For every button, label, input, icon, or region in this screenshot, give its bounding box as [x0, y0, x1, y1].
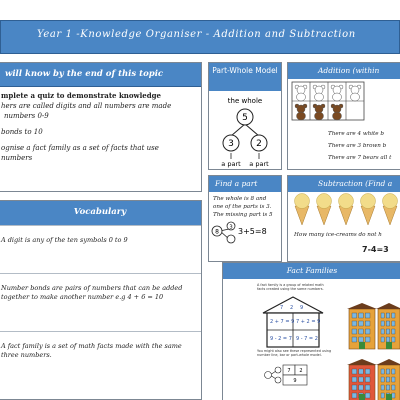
ice-cream-icon: [339, 194, 354, 226]
addition-heading: Addition (within: [288, 63, 400, 79]
subtraction-question: How many ice-creams do not h: [294, 232, 382, 238]
part-value: 2: [256, 139, 262, 149]
fact: 2 + 7 = 9: [270, 319, 295, 325]
knowledge-line: bonds to 10: [1, 127, 43, 136]
knowledge-panel: [0, 62, 202, 192]
addition-line: There are 3 brown b: [328, 143, 387, 149]
ice-cream-icon: [317, 194, 332, 226]
fact-families-heading: Fact Families: [223, 263, 400, 279]
mini-part-whole: [265, 367, 282, 383]
fact: 9 - 7 = 2: [296, 336, 318, 342]
knowledge-line: numbers 0-9: [4, 111, 49, 120]
building-icon: [347, 303, 377, 349]
knowledge-list: [0, 87, 201, 168]
fact-family-note: A fact family is a group of related math facts created using the same numbers.: [257, 283, 324, 292]
vocabulary-item: A digit is any of the ten symbols 0 to 9: [0, 225, 201, 273]
vocabulary-panel: [0, 200, 202, 400]
knowledge-line: numbers: [1, 153, 33, 162]
svg-text:7: 7: [287, 368, 291, 374]
fact-families-illustration: [223, 279, 400, 400]
part-whole-panel: [208, 62, 282, 170]
svg-text:9: 9: [293, 378, 297, 384]
fact-family-note: You might also see these represented using number line, bar or part-whole model.: [257, 349, 332, 358]
svg-text:7: 7: [280, 305, 284, 311]
building-icon: [347, 359, 377, 400]
vocabulary-heading: Vocabulary: [0, 201, 201, 225]
find-part-diagram: [209, 219, 281, 253]
knowledge-heading: will know by the end of this topic: [0, 63, 201, 87]
bar-model: [283, 365, 307, 385]
vocabulary-item: Number bonds are pairs of numbers that can be added together to make another number e.g 4 + 6 = 10: [0, 273, 201, 331]
find-part-known: 3: [229, 224, 233, 231]
ice-cream-icon: [383, 194, 398, 226]
part-value: 3: [228, 139, 234, 149]
addition-line: There are 7 bears all t: [328, 155, 392, 161]
addition-panel: [287, 62, 400, 170]
find-part-heading: Find a part: [209, 176, 281, 192]
vocabulary-item: A fact family is a set of math facts made with the same three numbers.: [0, 331, 201, 379]
fact: 7 + 2 = 9: [296, 319, 321, 325]
ice-cream-icon: [361, 194, 376, 226]
find-part-panel: [208, 175, 282, 262]
subtraction-heading: Subtraction (Find a: [288, 176, 400, 192]
subtraction-equation: 7-4=3: [362, 245, 389, 254]
svg-text:2: 2: [290, 305, 294, 311]
find-part-equation: 3+5=8: [238, 227, 267, 237]
part-label: a part: [249, 160, 269, 168]
page-title: Year 1 -Knowledge Organiser - Addition and Subtraction: [37, 29, 356, 40]
addition-line: There are 4 white b: [328, 131, 384, 137]
knowledge-line: mplete a quiz to demonstrate knowledge: [1, 91, 161, 100]
knowledge-line: hers are called digits and all numbers are made: [1, 101, 172, 110]
find-part-whole: 8: [215, 228, 219, 236]
knowledge-line: ognise a fact family as a set of facts that use: [1, 143, 159, 152]
fact-family-house: [263, 297, 323, 347]
building-icon: [376, 359, 400, 400]
part-whole-heading: Part-Whole Model: [209, 63, 281, 91]
svg-text:2: 2: [299, 368, 303, 374]
part-whole-diagram: [209, 91, 281, 169]
whole-label: the whole: [227, 97, 263, 105]
bears-grid: [288, 79, 400, 125]
ice-cream-icon: [295, 194, 310, 226]
whole-value: 5: [242, 113, 248, 123]
ice-creams: [288, 192, 400, 228]
find-part-text: The whole is 8 and one of the parts is 3. The missing part is 5: [213, 196, 273, 218]
svg-text:9: 9: [300, 305, 304, 311]
part-label: a part: [221, 160, 241, 168]
title-bar: [0, 20, 400, 54]
fact: 9 - 2 = 7: [270, 336, 292, 342]
building-icon: [376, 303, 400, 349]
fact-families-panel: [222, 262, 400, 400]
subtraction-panel: [287, 175, 400, 262]
